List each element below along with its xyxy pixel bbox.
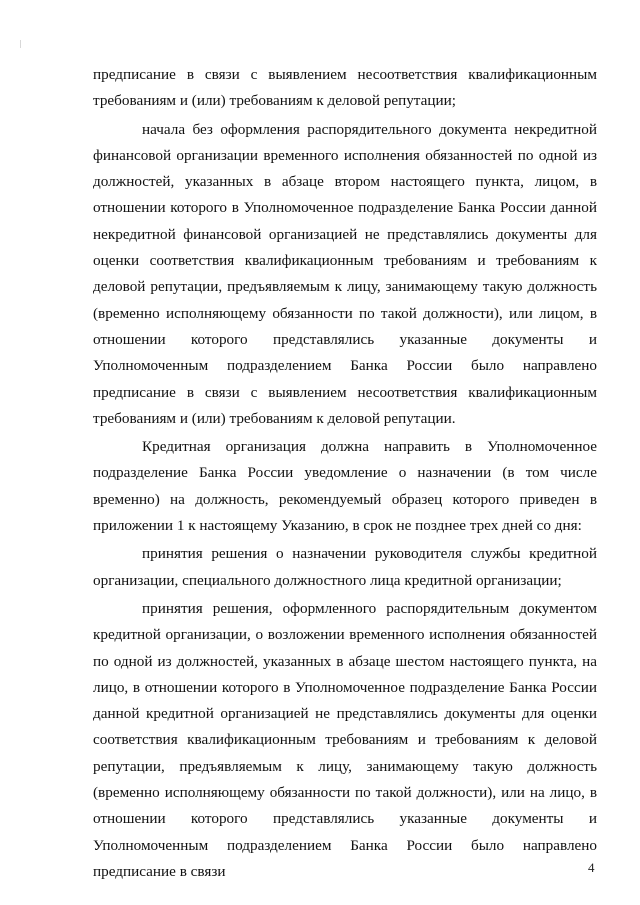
paragraph-2: начала без оформления распорядительного документа некредитной финансовой организации временного исполнения обязанностей по одной из должностей, указанных в абзаце втором настоящего пункта, лицом, в отношении которого в Уполномоченное подразделение Банка России данной некредитной финансовой организацией не представлялись документы для оценки соответствия квалификационным требованиям и требованиям к деловой репутации, предъявляемым к лицу, занимающему такую должность (временно исполняющему обязанности по такой должности), или лицом, в отношении которого представлялись указанные документы и Уполномоченным подразделением Банка России было направлено предписание в связи с выявлением несоответствия квалификационным требованиям и (или) требованиям к деловой репутации.	[93, 120, 597, 427]
document-body	[93, 62, 597, 887]
paragraph-1: предписание в связи с выявлением несоответствия квалификационным требованиям и (или) требованиям к деловой репутации;	[93, 66, 597, 110]
margin-mark	[20, 40, 21, 48]
page-number: 4	[588, 860, 595, 875]
paragraph-4: принятия решения о назначении руководителя службы кредитной организации, специального должностного лица кредитной организации;	[93, 545, 597, 589]
paragraph-5: принятия решения, оформленного распорядительным документом кредитной организации, о возложении временного исполнения обязанностей по одной из должностей, указанных в абзаце шестом настоящего пункта, на лицо, в отношении которого в Уполномоченное подразделение Банка России данной кредитной организацией не представлялись документы для оценки соответствия квалификационным требованиям и требованиям к деловой репутации, предъявляемым к лицу, занимающему такую должность (временно исполняющему обязанности по такой должности), или на лицо, в отношении которого представлялись указанные документы и Уполномоченным подразделением Банка России было направлено предписание в связи	[93, 599, 597, 880]
paragraph-3: Кредитная организация должна направить в Уполномоченное подразделение Банка России уведомление о назначении (в том числе временно) на должность, рекомендуемый образец которого приведен в приложении 1 к настоящему Указанию, в срок не позднее трех дней со дня:	[93, 438, 597, 535]
